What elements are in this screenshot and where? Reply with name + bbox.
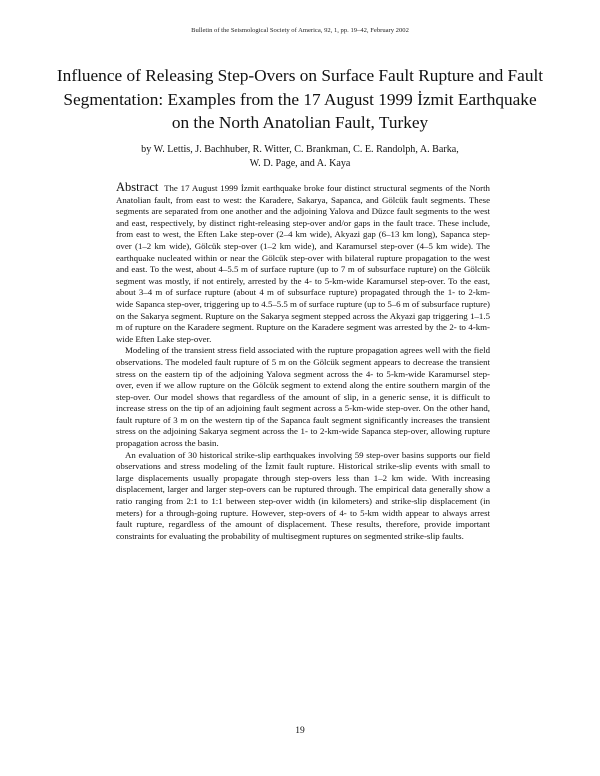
author-line: W. D. Page, and A. Kaya: [249, 157, 351, 169]
article-title: [40, 64, 560, 135]
page-number: 19: [295, 726, 305, 736]
abstract-paragraph-text: The 17 August 1999 İzmit earthquake broke four distinct structural segments of the North Anatolian fault, from east to west: the Karadere, Sakarya, Sapanca, and Gölcük fault segments. These segments are separated from one another and the adjoining Yalova and Düzce fault segments to the west and east, respectively, by distinct right-releasing step-over and/or gaps in the fault trace. These include, from east to west, the Eften Lake step-over (2–4 km wide), Akyazi gap (6–13 km long), Sapanca step-over (1–2 km wide), Gölcük step-over (1–2 km wide), and Karamursel step-over (4–5 km wide). The earthquake nucleated within or near the Gölcük step-over with bilateral rupture propagation to the west and east. To the west, about 4–5.5 m of surface rupture (up to 7 m of subsurface rupture) on the Gölcük segment was mostly, if not entirely, arrested by the 4- to 5-km-wide Karamursel step-over. To the east, about 3–4 m of surface rupture (about 4 m of subsurface rupture) propagated through the 1- to 2-km-wide Sapanca step-over, triggering up to 4.5–5.5 m of surface rupture (up to 5–6 m of subsurface rupture) on the Sakarya segment. Rupture on the Sakarya segment stepped across the Akyazi gap triggering 1–1.5 m of rupture on the Karadere segment. Rupture on the Karadere segment was arrested by the 2- to 4-km-wide Eften Lake step-over.: [116, 183, 490, 344]
abstract-label: Abstract: [116, 180, 159, 194]
title-line: on the North Anatolian Fault, Turkey: [171, 113, 429, 132]
running-head: Bulletin of the Seismological Society of America, 92, 1, pp. 19–42, February 2002: [191, 27, 409, 34]
title-line: Influence of Releasing Step-Overs on Surface Fault Rupture and Fault: [56, 66, 544, 85]
abstract-section: [116, 182, 490, 542]
author-list: [60, 143, 540, 170]
title-line: Segmentation: Examples from the 17 August 1999 İzmit Earthquake: [63, 89, 537, 109]
author-line: by W. Lettis, J. Bachhuber, R. Witter, C. Brankman, C. E. Randolph, A. Barka,: [141, 144, 459, 155]
abstract-paragraph: [116, 182, 490, 345]
abstract-paragraph: Modeling of the transient stress field associated with the rupture propagation agrees well with the field observations. The modeled fault rupture of 5 m on the Gölcük segment appears to decrease the transient stress on the eastern tip of the adjoining Yalova segment across the 4- to 5-km-wide Karamursel step-over, even if we allow rupture on the Gölcük segment to extend along the entire southern margin of the step-over. Our model shows that regardless of the amount of slip, in a generic sense, it is difficult to increase stress on the tip of an adjoining fault segment across a 5-km-wide step-over. On the other hand, fault rupture of 3 m on the western tip of the Sapanca fault segment significantly increases the transient stress on the adjoining Sakarya segment across the 1- to 2-km-wide Sapanca step-over, allowing rupture propagation across the basin.: [116, 345, 490, 449]
abstract-paragraph: An evaluation of 30 historical strike-slip earthquakes involving 59 step-over basins supports our field observations and stress modeling of the İzmit fault rupture. Historical strike-slip events with small to large displacements usually propagate through step-overs less than 1–2 km wide. With increasing displacement, larger and larger step-overs can be ruptured through. The empirical data generally show a ratio ranging from 2:1 to 1:1 between step-over width (in kilometers) and strike-slip displacement (in meters) for a through-going rupture. However, step-overs of 4- to 5-km width appear to always arrest fault rupture, regardless of the amount of displacement. These results, therefore, provide important constraints for evaluating the probability of multisegment ruptures on segmented strike-slip faults.: [116, 449, 490, 541]
